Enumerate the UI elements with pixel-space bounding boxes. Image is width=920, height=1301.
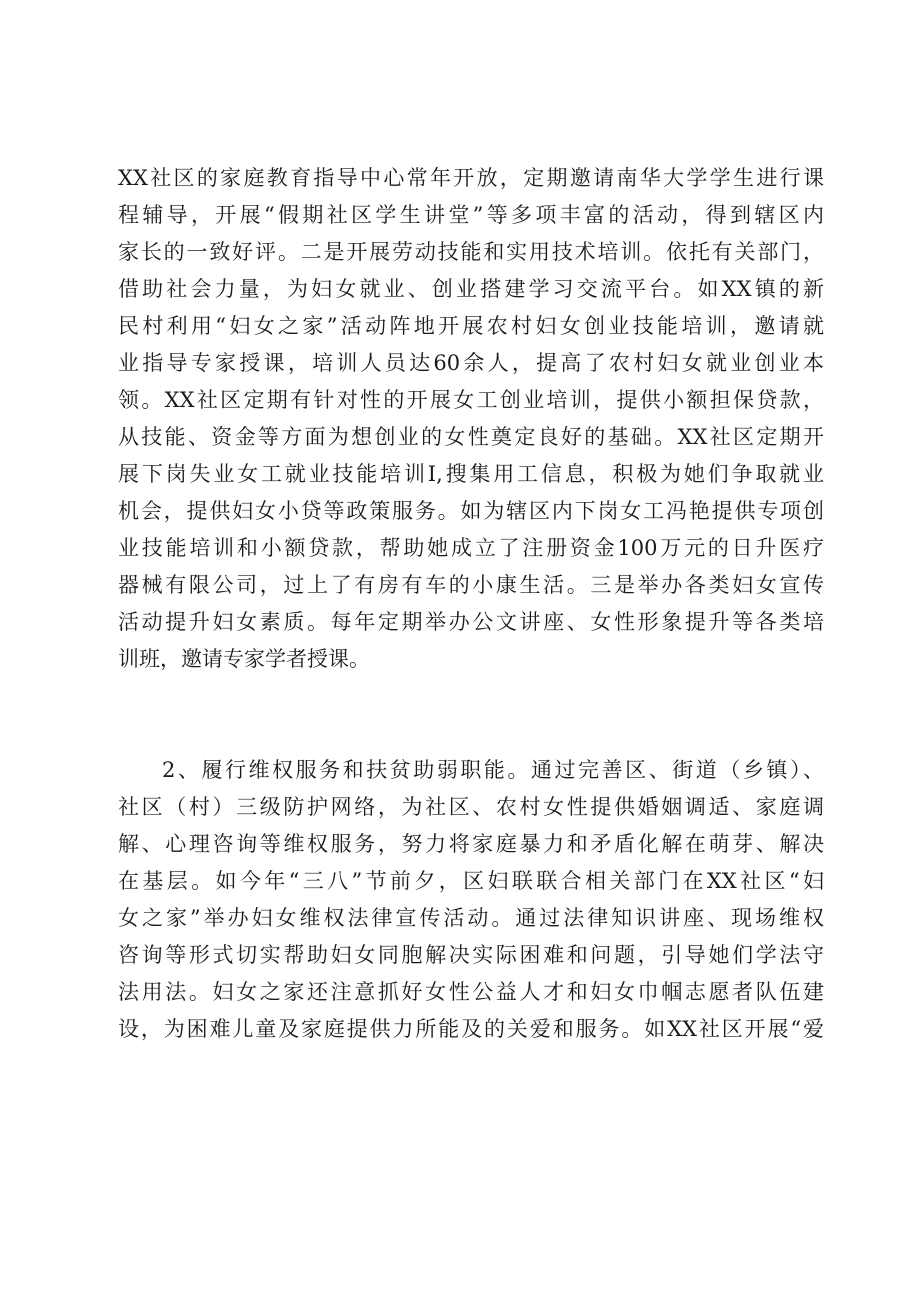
text-line: 程辅导，开展“假期社区学生讲堂”等多项丰富的活动，得到辖区内 — [118, 203, 824, 227]
text-line: 法用法。妇女之家还注意抓好女性公益人才和妇女巾帼志愿者队伍建 — [118, 980, 824, 1004]
text-line: 领。XX社区定期有针对性的开展女工创业培训，提供小额担保贷款， — [118, 388, 824, 412]
text-line-last: 训班，邀请专家学者授课。 — [118, 647, 370, 671]
paragraph-2 — [118, 752, 824, 1048]
text-line: 社区（村）三级防护网络，为社区、农村女性提供婚姻调适、家庭调 — [118, 795, 824, 819]
text-line: 从技能、资金等方面为想创业的女性奠定良好的基础。XX社区定期开 — [118, 425, 824, 449]
text-line: 在基层。如今年“三八”节前夕，区妇联联合相关部门在XX社区“妇 — [118, 869, 824, 893]
text-line: 民村利用“妇女之家”活动阵地开展农村妇女创业技能培训，邀请就 — [118, 314, 824, 338]
text-line: 女之家”举办妇女维权法律宣传活动。通过法律知识讲座、现场维权 — [118, 906, 824, 930]
text-line-indented: 2、履行维权服务和扶贫助弱职能。通过完善区、街道（乡镇）、 — [162, 758, 824, 782]
text-line: 解、心理咨询等维权服务，努力将家庭暴力和矛盾化解在萌芽、解决 — [118, 832, 824, 856]
text-line: 设，为困难儿童及家庭提供力所能及的关爱和服务。如XX社区开展“爱 — [118, 1017, 824, 1041]
text-line: 活动提升妇女素质。每年定期举办公文讲座、女性形象提升等各类培 — [118, 610, 824, 634]
text-line: 借助社会力量，为妇女就业、创业搭建学习交流平台。如XX镇的新 — [118, 277, 824, 301]
text-line: 业指导专家授课，培训人员达60余人，提高了农村妇女就业创业本 — [118, 351, 824, 375]
text-line: 业技能培训和小额贷款，帮助她成立了注册资金100万元的日升医疗 — [118, 536, 824, 560]
text-line: XX社区的家庭教育指导中心常年开放，定期邀请南华大学学生进行课 — [118, 166, 824, 190]
paragraph-1 — [118, 160, 824, 678]
text-line: 机会，提供妇女小贷等政策服务。如为辖区内下岗女工冯艳提供专项创 — [118, 499, 824, 523]
text-line: 家长的一致好评。二是开展劳动技能和实用技术培训。依托有关部门， — [118, 240, 824, 264]
text-line: 展下岗失业女工就业技能培训I,搜集用工信息，积极为她们争取就业 — [118, 462, 824, 486]
text-line: 器械有限公司，过上了有房有车的小康生活。三是举办各类妇女宣传 — [118, 573, 824, 597]
text-line: 咨询等形式切实帮助妇女同胞解决实际困难和问题，引导她们学法守 — [118, 943, 824, 967]
